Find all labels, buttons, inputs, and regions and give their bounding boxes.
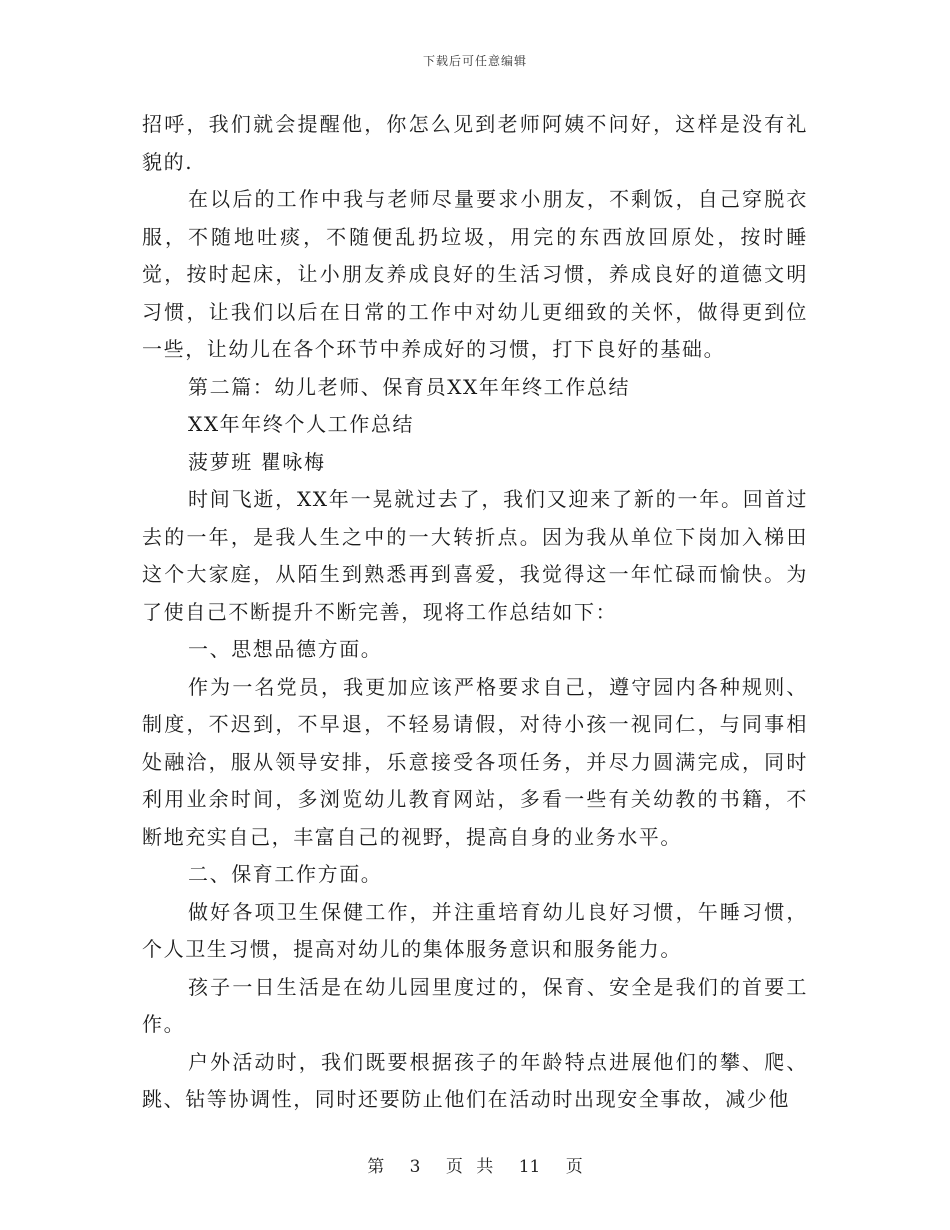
page-footer [0, 1152, 950, 1177]
total-page-count: 11 [518, 1157, 541, 1177]
author-line: 菠萝班 瞿咏梅 [188, 449, 326, 474]
paragraph: 时间飞逝，XX年一晃就过去了，我们又迎来了新的一年。回首过去的一年，是我人生之中的一大转折点。因为我从单位下岗加入梯田这个大家庭，从陌生到熟悉再到喜爱，我觉得这一年忙碌而愉快。为了使自己不断提升不断完善，现将工作总结如下： [142, 487, 808, 624]
document-body [142, 106, 808, 1119]
paragraph: 作为一名党员，我更加应该严格要求自己，遵守园内各种规则、制度，不迟到，不早退，不轻易请假，对待小孩一视同仁，与同事相处融洽，服从领导安排，乐意接受各项任务，并尽力圆满完成，同时利用业余时间，多浏览幼儿教育网站，多看一些有关幼教的书籍，不断地充实自己，丰富自己的视野，提高自身的业务水平。 [142, 674, 808, 849]
document-title: XX年年终个人工作总结 [188, 412, 415, 436]
footer-suffix: 页 [565, 1157, 583, 1177]
current-page-number: 3 [409, 1157, 421, 1177]
paragraph: 孩子一日生活是在幼儿园里度过的，保育、安全是我们的首要工作。 [142, 974, 808, 1036]
section-heading: 二、保育工作方面。 [188, 862, 383, 886]
footer-middle: 页 共 [445, 1157, 494, 1177]
paragraph: 在以后的工作中我与老师尽量要求小朋友，不剩饭，自己穿脱衣服，不随地吐痰，不随便乱扔垃圾，用完的东西放回原处，按时睡觉，按时起床，让小朋友养成良好的生活习惯，养成良好的道德文明习惯，让我们以后在日常的工作中对幼儿更细致的关怀，做得更到位一些，让幼儿在各个环节中养成好的习惯，打下良好的基础。 [142, 187, 808, 361]
page-header: 下载后可任意编辑 [422, 54, 527, 68]
section-title: 第二篇：幼儿老师、保育员XX年年终工作总结 [188, 374, 631, 399]
paragraph: 做好各项卫生保健工作，并注重培育幼儿良好习惯，午睡习惯，个人卫生习惯，提高对幼儿的集体服务意识和服务能力。 [142, 899, 808, 961]
paragraph: 户外活动时，我们既要根据孩子的年龄特点进展他们的攀、爬、跳、钻等协调性，同时还要防止他们在活动时出现安全事故，减少他 [142, 1049, 808, 1111]
paragraph: 招呼，我们就会提醒他，你怎么见到老师阿姨不问好，这样是没有礼貌的. [142, 112, 808, 174]
footer-prefix: 第 [367, 1157, 385, 1177]
section-heading: 一、思想品德方面。 [188, 637, 383, 661]
